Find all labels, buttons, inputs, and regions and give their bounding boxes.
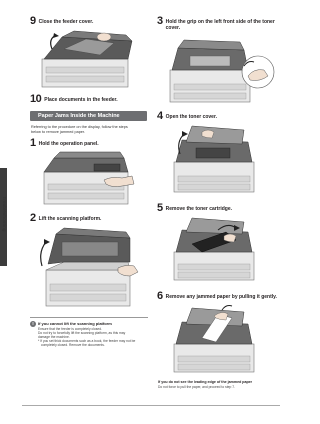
step-number: 1 [30, 137, 36, 149]
jammed-paper-note-text: Do not force to pull the paper, and proceed to step 7. [158, 385, 235, 389]
step-text: Remove any jammed paper by pulling it gently. [165, 294, 277, 300]
note-box [30, 317, 148, 347]
step-5 [157, 204, 232, 213]
attention-icon: ! [30, 321, 36, 327]
step-text [166, 17, 275, 31]
note-line-1: Ensure that the feeder is completely closed. [38, 327, 102, 331]
step-text: Hold the operation panel. [38, 141, 99, 147]
intro-line-2: below to remove jammed paper. [31, 130, 86, 134]
step-1 [30, 139, 99, 148]
step-text-line-1: Hold the grip on the left front side of the toner [165, 19, 275, 25]
step-number: 6 [157, 290, 163, 302]
step-number: 5 [157, 202, 163, 214]
operation-panel-illustration [34, 150, 140, 208]
step-text: Open the toner cover. [165, 114, 218, 120]
note-line-2: Do not try to forcefully lift the scanning platform, as this may [38, 331, 126, 335]
step-9 [30, 17, 93, 26]
note-line-4: * If you set thick documents such as a book, the feeder may not be [38, 339, 136, 343]
remove-jammed-paper-illustration [162, 304, 272, 376]
step-3 [157, 17, 275, 31]
step-number: 10 [30, 93, 42, 105]
step-number: 2 [30, 212, 36, 224]
step-number: 3 [157, 15, 163, 27]
step-2 [30, 214, 101, 223]
step-4 [157, 112, 217, 121]
intro-line-1: Referring to the procedure on the display, follow the steps [31, 125, 128, 129]
section-heading: Paper Jams Inside the Machine [30, 111, 147, 121]
step-text: Place documents in the feeder. [44, 97, 118, 103]
step-number: 9 [30, 15, 36, 27]
step-text: Lift the scanning platform. [38, 216, 102, 222]
note-title: If you cannot lift the scanning platform [38, 321, 112, 326]
toner-cover-grip-illustration [160, 36, 276, 106]
jammed-paper-note-title: If you do not see the leading edge of the jammed paper [158, 380, 253, 384]
step-number: 4 [157, 110, 163, 122]
step-text: Remove the toner cartridge. [165, 206, 233, 212]
step-6 [157, 292, 277, 301]
page-footer-rule [22, 405, 280, 406]
feeder-cover-illustration [34, 29, 140, 91]
remove-toner-cartridge-illustration [162, 216, 272, 284]
scanning-platform-illustration [34, 226, 144, 312]
side-tab-label: Troubleshooting [2, 196, 7, 232]
note-line-3: damage the machine. [38, 335, 70, 339]
open-toner-cover-illustration [162, 124, 272, 196]
step-10 [30, 95, 118, 104]
step-text: Close the feeder cover. [38, 19, 94, 25]
intro-text [31, 125, 149, 135]
step-text-line-2: cover. [165, 25, 181, 31]
note-line-5: completely closed. Remove the documents. [41, 343, 105, 347]
